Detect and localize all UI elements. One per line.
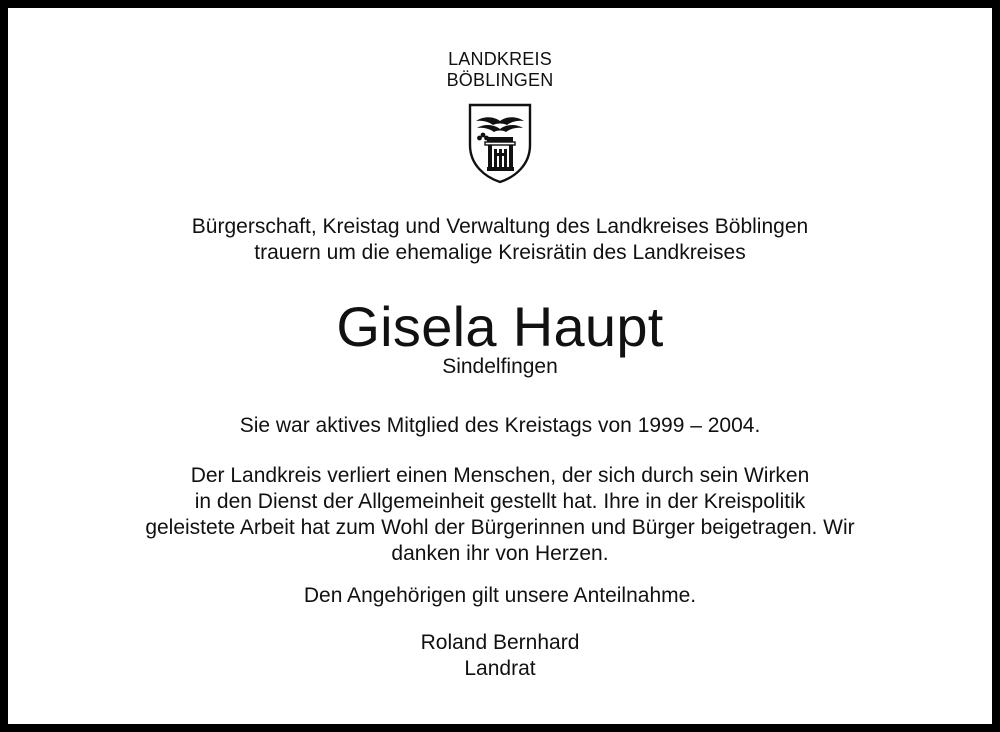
signature-block — [8, 630, 992, 682]
condolence-text: Den Angehörigen gilt unsere Anteilnahme. — [303, 584, 697, 607]
tribute-line-4: danken ihr von Herzen. — [391, 542, 609, 565]
deceased-place: Sindelfingen — [442, 355, 558, 378]
logo-line-1: LANDKREIS — [448, 49, 552, 69]
signatory-name: Roland Bernhard — [420, 631, 580, 654]
logo-line-2: BÖBLINGEN — [446, 70, 554, 90]
membership-text: Sie war aktives Mitglied des Kreistags von 1999 – 2004. — [239, 414, 761, 437]
tribute-line-1: Der Landkreis verliert einen Menschen, der sich durch sein Wirken — [190, 464, 810, 487]
intro-line-2: trauern um die ehemalige Kreisrätin des Landkreises — [254, 241, 746, 264]
deceased-name: Gisela Haupt — [336, 295, 664, 358]
tribute-text — [8, 463, 992, 567]
obituary-notice — [8, 8, 992, 724]
coat-of-arms-icon — [465, 101, 535, 185]
tribute-line-3: geleistete Arbeit hat zum Wohl der Bürgerinnen und Bürger beigetragen. Wir — [145, 516, 855, 539]
intro-text — [8, 214, 992, 266]
intro-line-1: Bürgerschaft, Kreistag und Verwaltung des Landkreises Böblingen — [191, 215, 809, 238]
district-logo — [8, 49, 992, 185]
signatory-title: Landrat — [464, 657, 536, 680]
tribute-line-2: in den Dienst der Allgemeinheit gestellt hat. Ihre in der Kreispolitik — [194, 490, 806, 513]
